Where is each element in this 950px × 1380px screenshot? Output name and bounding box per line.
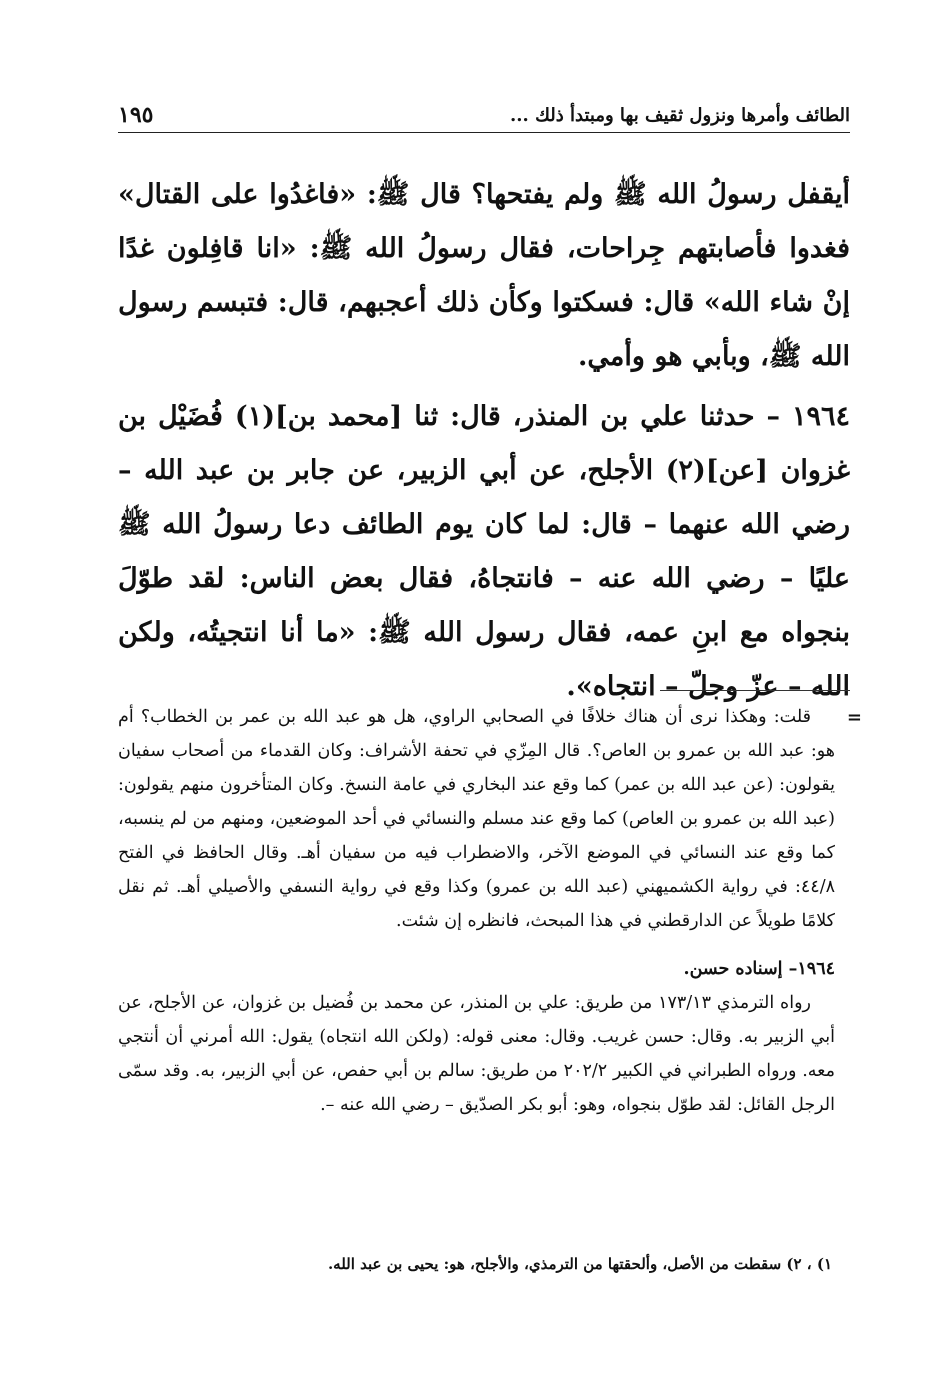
- running-header: [118, 92, 850, 133]
- main-text: [118, 168, 850, 714]
- footnote: ١) ، ٢) سقطت من الأصل، وألحقتها من الترمذي، والأجلح، هو: يحيى بن عبد الله.: [327, 1255, 832, 1273]
- commentary-paragraph: قلت: وهكذا نرى أن هناك خلافًا في الصحابي الراوي، هل هو عبد الله بن عمر بن الخطاب؟ أم هو: عبد الله بن عمرو بن العاص؟. قال المِزّي في تحفة الأشراف: وكان القدماء من أصحاب سفيان يقولون: (عن عبد الله بن عمر) كما وقع عند البخاري في عامة النسخ. وكان المتأخرون منهم يقولون: (عبد الله بن عمرو بن العاص) كما وقع عند مسلم والنسائي في أحد الموضعين، ومنهم من لم ينسبه، كما وقع عند النسائي في الموضع الآخر، والاضطراب فيه من سفيان أهـ. وقال الحافظ في الفتح ٤٤/٨: في رواية الكشميهني (عبد الله بن عمرو) وكذا وقع في رواية النسفي والأصيلي أهـ. ثم نقل كلامًا طويلاً عن الدارقطني في هذا المبحث، فانظره إن شئت.: [118, 707, 835, 931]
- commentary-notes: [118, 700, 835, 1122]
- page-number: ١٩٥: [118, 102, 154, 128]
- continuation-paragraph: أيقفل رسولُ الله ﷺ ولم يفتحها؟ قال ﷺ: «فاغدُوا على القتال» فغدوا فأصابتهم جِراحات، فقال رسولُ الله ﷺ: «انا قافِلون غدًا إنْ شاء الله» قال: فسكتوا وكأن ذلك أعجبهم، قال: فتبسم رسول الله ﷺ، وبأبي هو وأمي.: [118, 179, 850, 372]
- hadith-paragraph: ١٩٦٤ – حدثنا علي بن المنذر، قال: ثنا [محمد بن](١) فُضَيْل بن غزوان [عن](٢) الأجلح، عن أبي الزبير، عن جابر بن عبد الله – رضي الله عنهما – قال: لما كان يوم الطائف دعا رسولُ الله ﷺ عليًا – رضي الله عنه – فانتجاهُ، فقال بعض الناس: لقد طوّلَ بنجواه مع ابنِ عمه، فقال رسول الله ﷺ: «ما أنا انتجيتُه، ولكن الله – عزّ وجلّ – انتجاه».: [118, 401, 850, 702]
- continuation-mark: =: [846, 707, 862, 728]
- source-paragraph: رواه الترمذي ١٧٣/١٣ من طريق: علي بن المنذر، عن محمد بن فُضيل بن غزوان، عن الأجلح، عن أبي الزبير به. وقال: حسن غريب. وقال: معنى قوله: (ولكن الله انتجاه) يقول: الله أمرني أن أنتجي معه. ورواه الطبراني في الكبير ٢٠٢/٢ من طريق: سالم بن أبي حفص، عن أبي الزبير، به. وقد سمّى الرجل القائل: لقد طوّل بنجواه، وهو: أبو بكر الصدّيق – رضي الله عنه –.: [118, 993, 835, 1115]
- hadith-number: ١٩٦٤–: [788, 959, 835, 979]
- notes-divider: [660, 690, 850, 691]
- hadith-grading-line: [118, 952, 835, 986]
- hadith-grading: إسناده حسن.: [683, 959, 783, 979]
- chapter-title: الطائف وأمرها ونزول ثقيف بها ومبتدأ ذلك ...: [510, 105, 850, 126]
